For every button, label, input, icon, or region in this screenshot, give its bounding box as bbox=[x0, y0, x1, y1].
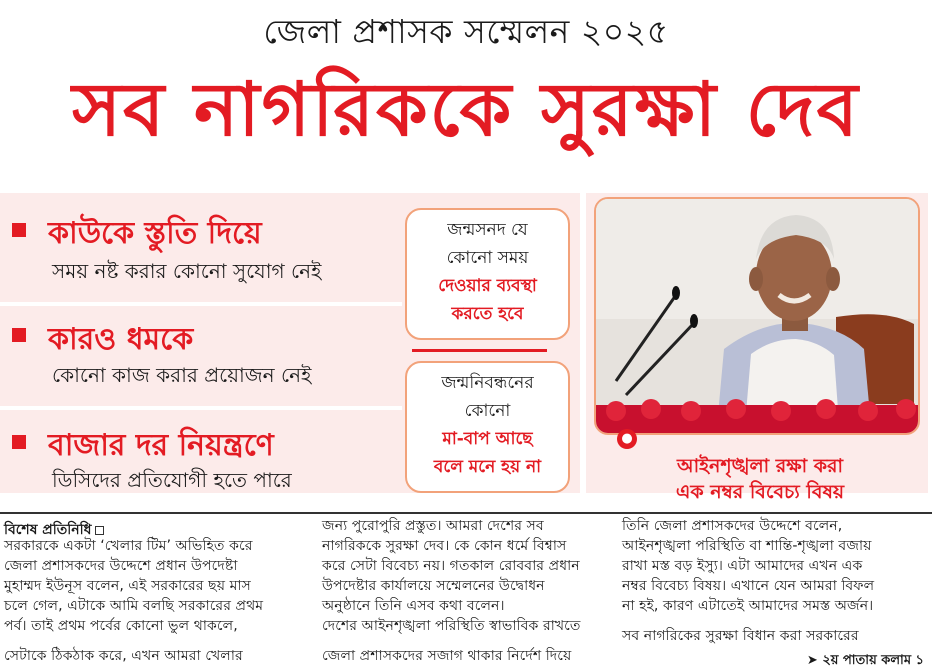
headline: সব নাগরিককে সুরক্ষা দেব bbox=[72, 67, 860, 153]
section-divider bbox=[0, 512, 932, 514]
photo-caption-line1: আইনশৃঙ্খলা রক্ষা করা bbox=[676, 455, 844, 477]
sidebox-line: জন্মনিবন্ধনের bbox=[441, 373, 534, 393]
bullet-title: কাউকে স্তুতি দিয়ে bbox=[48, 216, 262, 251]
sidebox-line: বলে মনে হয় না bbox=[433, 457, 542, 477]
bullet-separator bbox=[0, 406, 402, 410]
bullet-subtitle: সময় নষ্ট করার কোনো সুযোগ নেই bbox=[52, 259, 322, 283]
body-line: উপদেষ্টার কার্যালয়ে সম্মেলনের উদ্বোধন bbox=[322, 578, 545, 594]
sidebox-birth-certificate bbox=[405, 208, 570, 340]
sidebox-birth-registration bbox=[405, 361, 570, 493]
body-line: জেলা প্রশাসকদের সজাগ থাকার নির্দেশ দিয়ে bbox=[322, 648, 572, 664]
bullet-title: কারও ধমকে bbox=[48, 322, 194, 357]
camera-icon: ● bbox=[617, 429, 637, 449]
byline-text: বিশেষ প্রতিনিধি bbox=[4, 522, 92, 538]
sidebox-line: জন্মসনদ যে bbox=[447, 220, 528, 240]
body-line: মুহাম্মদ ইউনূস বলেন, এই সরকারের ছয় মাস bbox=[4, 578, 251, 594]
photo-box bbox=[586, 193, 928, 493]
bullet-subtitle: কোনো কাজ করার প্রয়োজন নেই bbox=[52, 363, 312, 387]
body-line: পর্ব। তাই প্রথম পর্বের কোনো ভুল থাকলে, bbox=[4, 618, 238, 634]
body-line: তিনি জেলা প্রশাসকদের উদ্দেশে বলেন, bbox=[622, 518, 843, 534]
kicker: জেলা প্রশাসক সম্মেলন ২০২৫ bbox=[263, 12, 669, 51]
sidebox-rule bbox=[412, 349, 547, 352]
bullet-title: বাজার দর নিয়ন্ত্রণে bbox=[48, 428, 274, 463]
sidebox-line: মা-বাপ আছে bbox=[442, 429, 533, 449]
photo-caption-line2: এক নম্বর বিবেচ্য বিষয় bbox=[675, 481, 845, 503]
sidebox-line: কোনো সময় bbox=[446, 248, 529, 268]
body-line: চলে গেল, এটাকে আমি বলছি সরকারের প্রথম bbox=[4, 598, 264, 614]
sidebox-line: করতে হবে bbox=[451, 304, 524, 324]
body-line: সব নাগরিকের সুরক্ষা বিধান করা সরকারের bbox=[622, 628, 859, 644]
sidebox-line: কোনো bbox=[464, 401, 511, 421]
body-line: অনুষ্ঠানে তিনি এসব কথা বলেন। bbox=[322, 598, 505, 614]
body-line: সরকারকে একটা ‘খেলার টিম’ অভিহিত করে bbox=[4, 538, 253, 554]
bullet-subtitle: ডিসিদের প্রতিযোগী হতে পারে bbox=[52, 468, 292, 492]
body-line: সেটাকে ঠিকঠাক করে, এখন আমরা খেলার bbox=[4, 648, 243, 664]
photo-frame bbox=[594, 197, 920, 435]
body-line: রাখা মস্ত বড় ইস্যু। এটা আমাদের এখন এক bbox=[622, 558, 863, 574]
continued-link[interactable]: ➤ ২য় পাতায় কলাম ১ bbox=[806, 653, 924, 667]
byline-box-icon bbox=[95, 526, 104, 535]
body-line: না হই, কারণ এটাতেই আমাদের সমস্ত অর্জন। bbox=[622, 598, 874, 614]
body-line: নম্বর বিবেচ্য বিষয়। এখানে যেন আমরা বিফল bbox=[622, 578, 875, 594]
body-line: আইনশৃঙ্খলা পরিস্থিতি বা শান্তি-শৃঙ্খলা বজায় bbox=[622, 538, 872, 554]
bullet-marker bbox=[12, 435, 26, 449]
body-line: করে সেটা বিবেচ্য নয়। গতকাল রোববার প্রধান bbox=[322, 558, 580, 574]
bullet-marker bbox=[12, 328, 26, 342]
body-line: দেশের আইনশৃঙ্খলা পরিস্থিতি স্বাভাবিক রাখতে bbox=[322, 618, 581, 634]
bullet-separator bbox=[0, 302, 402, 306]
body-line: জেলা প্রশাসকদের উদ্দেশে প্রধান উপদেষ্টা bbox=[4, 558, 238, 574]
bullet-marker bbox=[12, 223, 26, 237]
photo-illustration bbox=[596, 199, 920, 435]
body-line: নাগরিককে সুরক্ষা দেব। কে কোন ধর্মে বিশ্বাস bbox=[322, 538, 567, 554]
sidebox-line: দেওয়ার ব্যবস্থা bbox=[438, 276, 537, 296]
body-line: জন্য পুরোপুরি প্রস্তুত। আমরা দেশের সব bbox=[322, 518, 544, 534]
